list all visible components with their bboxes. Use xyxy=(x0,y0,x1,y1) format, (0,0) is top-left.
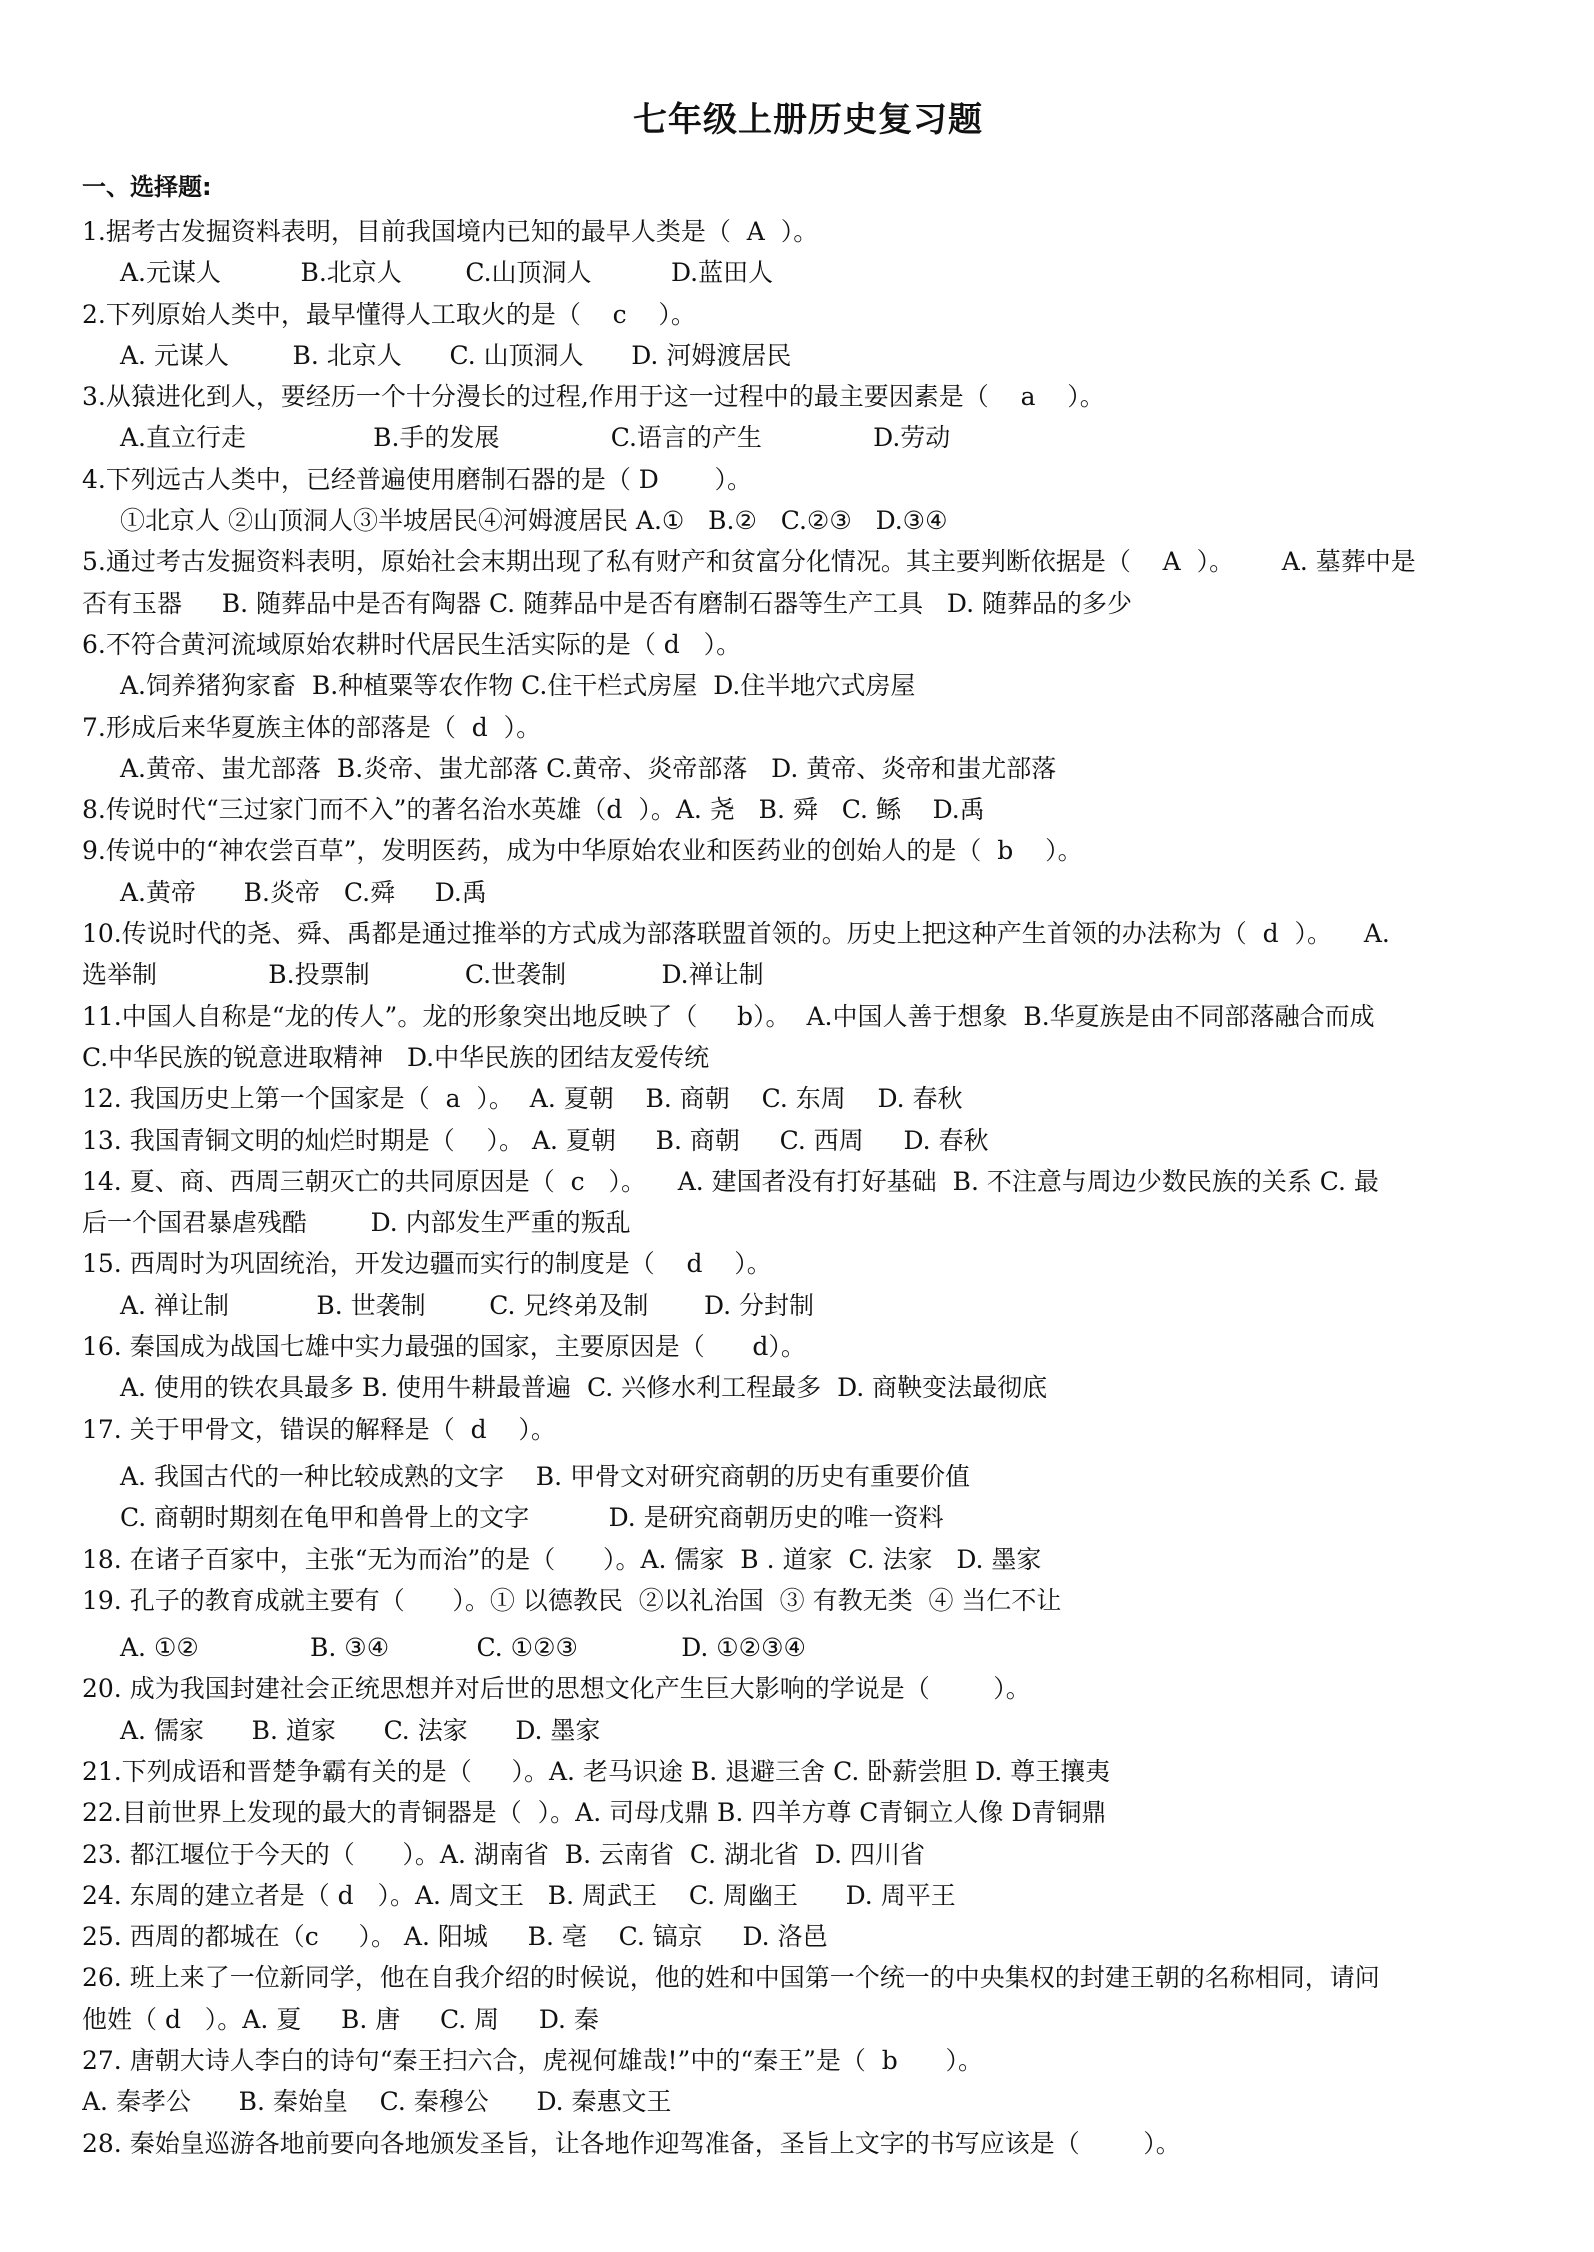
text-line: 7.形成后来华夏族主体的部落是（ d ）。 xyxy=(82,712,542,742)
section-heading: 一、选择题: xyxy=(82,173,212,201)
text-line: 3.从猿进化到人，要经历一个十分漫长的过程,作用于这一过程中的最主要因素是（ a ）。 xyxy=(82,382,1105,412)
text-line: C.中华民族的锐意进取精神 D.中华民族的团结友爱传统 xyxy=(82,1042,710,1072)
question-lines xyxy=(82,211,1534,2164)
text-line: 4.下列远古人类中，已经普遍使用磨制石器的是（ D ）。 xyxy=(82,464,752,494)
text-line: A. 秦孝公 B. 秦始皇 C. 秦穆公 D. 秦惠文王 xyxy=(82,2087,672,2117)
text-line: ①北京人 ②山顶洞人③半坡居民④河姆渡居民 A.① B.② C.②③ D.③④ xyxy=(120,506,948,536)
text-line: A. 儒家 B. 道家 C. 法家 D. 墨家 xyxy=(120,1715,601,1745)
text-line: A.饲养猪狗家畜 B.种植粟等农作物 C.住干栏式房屋 D.住半地穴式房屋 xyxy=(120,671,916,701)
text-line: 22.目前世界上发现的最大的青铜器是（ ）。A. 司母戊鼎 B. 四羊方尊 C青铜立人像 D青铜鼎 xyxy=(82,1798,1107,1828)
text-line: 26. 班上来了一位新同学，他在自我介绍的时候说，他的姓和中国第一个统一的中央集权的封建王朝的名称相同，请问 xyxy=(82,1963,1380,1993)
text-line: 选举制 B.投票制 C.世袭制 D.禅让制 xyxy=(82,960,764,990)
text-line: 27. 唐朝大诗人李白的诗句“秦王扫六合，虎视何雄哉!”中的“秦王”是（ b ）。 xyxy=(82,2046,983,2076)
text-line: 28. 秦始皇巡游各地前要向各地颁发圣旨，让各地作迎驾准备，圣旨上文字的书写应该是（ ）。 xyxy=(82,2128,1181,2158)
text-line: 8.传说时代“三过家门而不入”的著名治水英雄（d ）。A. 尧 B. 舜 C. 鲧 D.禹 xyxy=(82,795,985,825)
text-line: 他姓（ d ）。A. 夏 B. 唐 C. 周 D. 秦 xyxy=(82,2004,599,2034)
text-line: A.黄帝 B.炎帝 C.舜 D.禹 xyxy=(120,877,487,907)
text-line: 5.通过考古发掘资料表明，原始社会末期出现了私有财产和贫富分化情况。其主要判断依据是（ A ）。 A. 墓葬中是 xyxy=(82,547,1416,577)
text-line: A. 元谋人 B. 北京人 C. 山顶洞人 D. 河姆渡居民 xyxy=(120,340,792,370)
text-line: 16. 秦国成为战国七雄中实力最强的国家，主要原因是（ d）。 xyxy=(82,1332,806,1362)
page-title: 七年级上册历史复习题 xyxy=(633,100,983,140)
text-line: 21.下列成语和晋楚争霸有关的是（ ）。A. 老马识途 B. 退避三舍 C. 卧薪尝胆 D. 尊王攘夷 xyxy=(82,1756,1111,1786)
text-line: 11.中国人自称是“龙的传人”。龙的形象突出地反映了（ b）。 A.中国人善于想象 B.华夏族是由不同部落融合而成 xyxy=(82,1001,1375,1031)
text-line: 15. 西周时为巩固统治，开发边疆而实行的制度是（ d ）。 xyxy=(82,1249,772,1279)
text-line: 6.不符合黄河流域原始农耕时代居民生活实际的是（ d ）。 xyxy=(82,629,742,659)
text-line: 13. 我国青铜文明的灿烂时期是（ ）。 A. 夏朝 B. 商朝 C. 西周 D. 春秋 xyxy=(82,1125,989,1155)
text-line: A.黄帝、蚩尤部落 B.炎帝、蚩尤部落 C.黄帝、炎帝部落 D. 黄帝、炎帝和蚩尤部落 xyxy=(120,753,1057,783)
text-line: 12. 我国历史上第一个国家是（ a ）。 A. 夏朝 B. 商朝 C. 东周 D. 春秋 xyxy=(82,1084,963,1114)
text-line: 2.下列原始人类中，最早懂得人工取火的是（ c ）。 xyxy=(82,299,696,329)
text-line: C. 商朝时期刻在龟甲和兽骨上的文字 D. 是研究商朝历史的唯一资料 xyxy=(120,1503,944,1533)
text-line: 25. 西周的都城在（c ）。 A. 阳城 B. 亳 C. 镐京 D. 洛邑 xyxy=(82,1922,828,1952)
text-line: A.直立行走 B.手的发展 C.语言的产生 D.劳动 xyxy=(120,423,951,453)
text-line: A. 禅让制 B. 世袭制 C. 兄终弟及制 D. 分封制 xyxy=(120,1290,815,1320)
text-line: 后一个国君暴虐残酷 D. 内部发生严重的叛乱 xyxy=(82,1208,631,1238)
text-line: 10.传说时代的尧、舜、禹都是通过推举的方式成为部落联盟首领的。历史上把这种产生首领的办法称为（ d ）。 A. xyxy=(82,919,1390,949)
text-line: 18. 在诸子百家中，主张“无为而治”的是（ ）。A. 儒家 B . 道家 C. 法家 D. 墨家 xyxy=(82,1544,1042,1574)
text-line: A.元谋人 B.北京人 C.山顶洞人 D.蓝田人 xyxy=(120,258,774,288)
text-line: 17. 关于甲骨文，错误的解释是（ d ）。 xyxy=(82,1414,556,1444)
text-line: A. 我国古代的一种比较成熟的文字 B. 甲骨文对研究商朝的历史有重要价值 xyxy=(120,1461,971,1491)
text-line: 9.传说中的“神农尝百草”，发明医药，成为中华原始农业和医药业的创始人的是（ b ）。 xyxy=(82,836,1083,866)
text-line: A. 使用的铁农具最多 B. 使用牛耕最普遍 C. 兴修水利工程最多 D. 商鞅变法最彻底 xyxy=(120,1373,1048,1403)
text-line: A. ①② B. ③④ C. ①②③ D. ①②③④ xyxy=(120,1633,806,1663)
text-line: 否有玉器 B. 随葬品中是否有陶器 C. 随葬品中是否有磨制石器等生产工具 D. 随葬品的多少 xyxy=(82,588,1132,618)
text-line: 23. 都江堰位于今天的（ ）。A. 湖南省 B. 云南省 C. 湖北省 D. 四川省 xyxy=(82,1839,925,1869)
text-line: 24. 东周的建立者是（ d ）。A. 周文王 B. 周武王 C. 周幽王 D. 周平王 xyxy=(82,1880,956,1910)
text-line: 14. 夏、商、西周三朝灭亡的共同原因是（ c ）。 A. 建国者没有打好基础 B. 不注意与周边少数民族的关系 C. 最 xyxy=(82,1166,1379,1196)
text-line: 20. 成为我国封建社会正统思想并对后世的思想文化产生巨大影响的学说是（ ）。 xyxy=(82,1674,1031,1704)
text-line: 19. 孔子的教育成就主要有（ ）。① 以德教民 ②以礼治国 ③ 有教无类 ④ 当仁不让 xyxy=(82,1585,1062,1615)
text-line: 1.据考古发掘资料表明，目前我国境内已知的最早人类是（ A ）。 xyxy=(82,217,819,246)
